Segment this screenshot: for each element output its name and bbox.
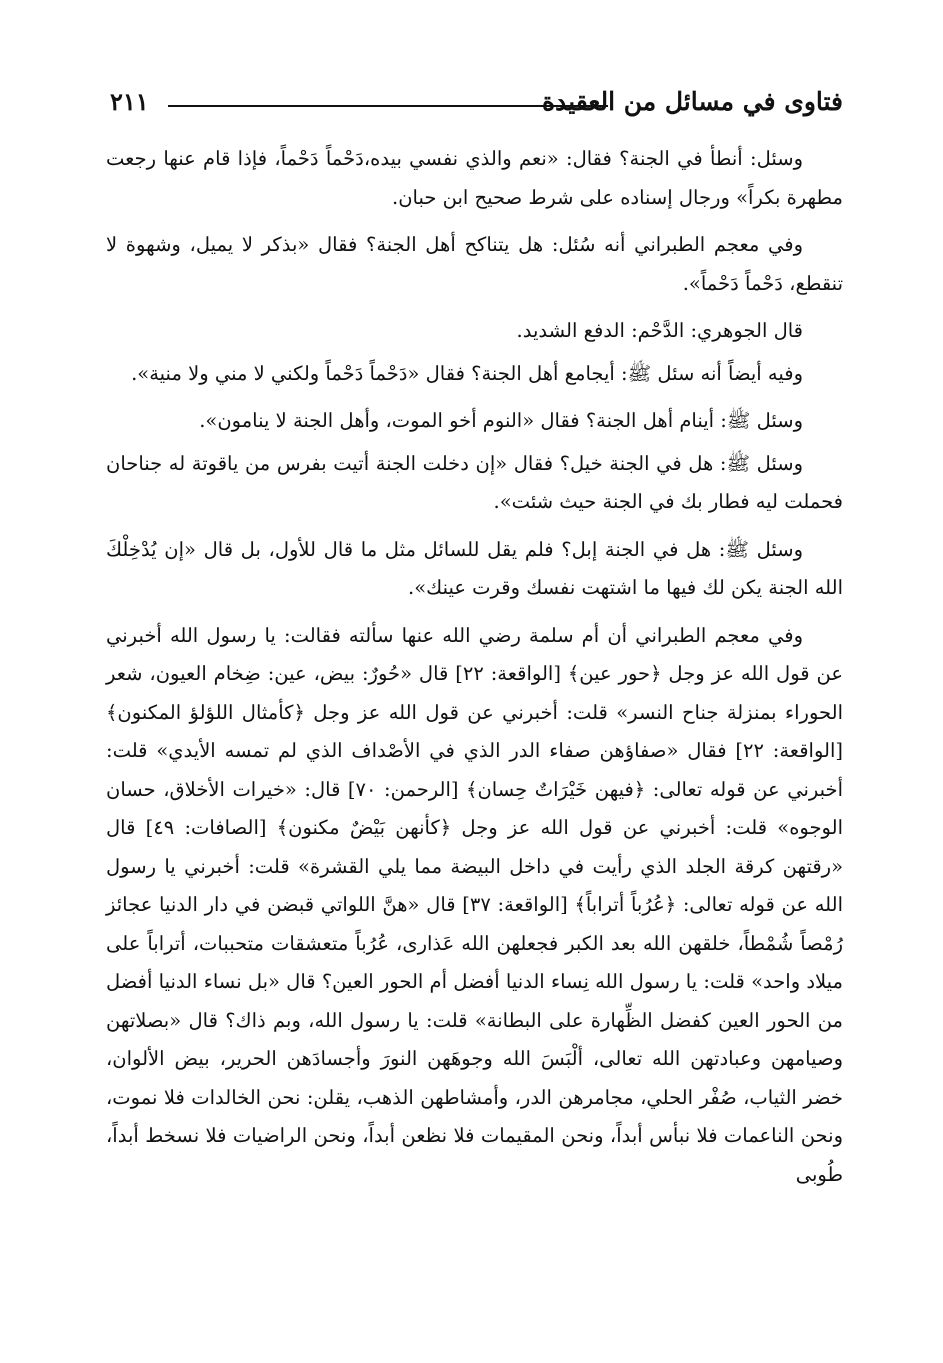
- paragraph: وسئل ﷺ: هل في الجنة خيل؟ فقال «إن دخلت الجنة أتيت بفرس من ياقوتة له جناحان فحملت ليه فطار بك في الجنة حيث شئت».: [106, 451, 843, 513]
- paragraph: وفيه أيضاً أنه سئل ﷺ: أيجامع أهل الجنة؟ فقال «دَحْماً دَحْماً ولكني لا مني ولا منية».: [131, 361, 803, 385]
- header-rule: [168, 105, 608, 107]
- paragraph: قال الجوهري: الدَّحْم: الدفع الشديد.: [516, 319, 803, 342]
- paragraph: وسئل ﷺ: هل في الجنة إبل؟ فلم يقل للسائل مثل ما قال للأول، بل قال «إن يُدْخِلْكَ الله الجنة يكن لك فيها ما اشتهت نفسك وقرت عينك».: [106, 537, 843, 599]
- paragraph: وفي معجم الطبراني أنه سُئل: هل يتناكح أهل الجنة؟ فقال «بذكر لا يميل، وشهوة لا تنقطع، دَحْماً دَحْماً».: [106, 233, 843, 295]
- page-number: ٢١١: [110, 87, 149, 116]
- paragraph: وسئل ﷺ: أينام أهل الجنة؟ فقال «النوم أخو الموت، وأهل الجنة لا ينامون».: [199, 409, 803, 432]
- page-header: [110, 84, 843, 126]
- paragraph: وفي معجم الطبراني أن أم سلمة رضي الله عنها سألته فقالت: يا رسول الله أخبرني عن قول الله عز وجل ﴿حور عين﴾ [الواقعة: ٢٢] قال «حُورٌ: بيض، عين: ضِخام العيون، شعر الحوراء بمنزلة جناح النسر» قلت: أخبرني عن قول الله عز وجل ﴿كأمثال اللؤلؤ المكنون﴾ [الواقعة: ٢٢] فقال «صفاؤهن صفاء الدر الذي في الأصْداف الذي لم تمسه الأيدي» قلت: أخبرني عن قوله تعالى: ﴿فيهن خَيْرَاتٌ حِسان﴾ [الرحمن: ٧٠] قال: «خيرات الأخلاق، حسان الوجوه» قلت: أخبرني عن قول الله عز وجل ﴿كأنهن بَيْضٌ مكنون﴾ [الصافات: ٤٩] قال «رقتهن كرقة الجلد الذي رأيت في داخل البيضة مما يلي القشرة» قلت: أخبرني يا رسول الله عن قوله تعالى: ﴿عُرُباً أتراباً﴾ [الواقعة: ٣٧] قال «هنَّ اللواتي قبضن في دار الدنيا عجائز رُمْصاً شُمْطاً، خلقهن الله بعد الكبر فجعلهن الله عَذارى، عُرُباً متعشقات متحببات، أتراباً على ميلاد واحد» قلت: يا رسول الله نِساء الدنيا أفضل أم الحور العين؟ قال «بل نساء الدنيا أفضل من الحور العين كفضل الظِّهارة على البطانة» قلت: يا رسول الله، وبم ذاك؟ قال «بصلاتهن وصيامهن وعبادتهن الله تعالى، ألْبَسَ الله وجوهَهن النورَ وأجسادَهن الحرير، بيض الألوان، خضر الثياب، صُفْر الحلي، مجامرهن الدر، وأمشاطهن الذهب، يقلن: نحن الخالدات فلا نموت، ونحن الناعمات فلا نبأس أبداً، ونحن المقيمات فلا نظعن أبداً، ونحن الراضيات فلا نسخط أبداً، طُوبى: [106, 623, 844, 1186]
- running-title: فتاوى في مسائل من العقيدة: [541, 87, 843, 116]
- paragraph: وسئل: أنطأ في الجنة؟ فقال: «نعم والذي نفسي بيده،دَحْماً دَحْماً، فإذا قام عنها رجعت مطهرة بكراً» ورجال إسناده على شرط صحيح ابن حبان.: [106, 147, 843, 209]
- page-body: [106, 140, 843, 1203]
